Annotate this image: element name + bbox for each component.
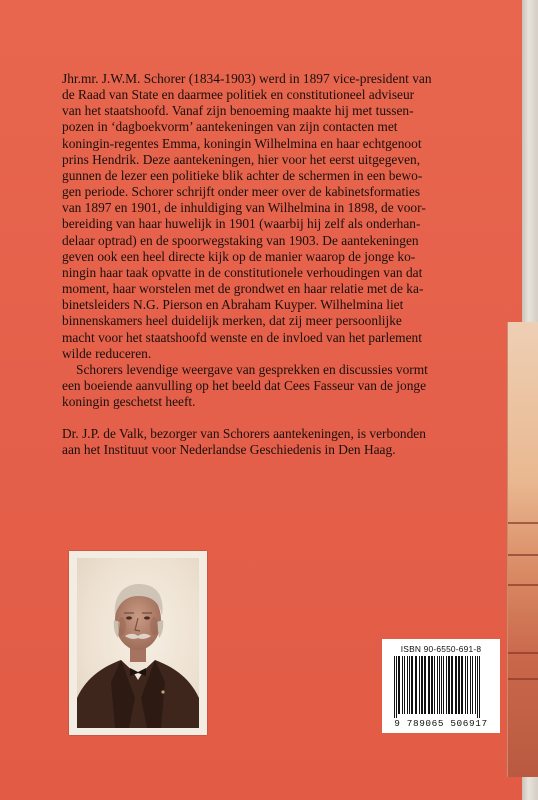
blurb-line: gen periode. Schorer schrijft onder meer over de kabinetsformaties: [62, 184, 421, 200]
blurb-line: binnenskamers heel duidelijk merken, dat zij meer persoonlijke: [62, 313, 402, 329]
barcode-bar: [477, 656, 478, 718]
barcode-bar: [475, 656, 476, 714]
blurb-paragraph-1: [62, 71, 454, 362]
barcode-bar: [465, 656, 466, 714]
barcode-bar: [398, 656, 400, 714]
blurb-line: van het staatshoofd. Vanaf zijn benoeming maakte hij met tussen-: [62, 103, 414, 119]
blurb-line: Dr. J.P. de Valk, bezorger van Schorers aantekeningen, is verbonden: [62, 426, 426, 442]
barcode-bar: [446, 656, 447, 714]
blurb-line: koningin geschetst heeft.: [62, 394, 196, 410]
blurb-line: Schorers levendige weergave van gesprekken en discussies vormt: [76, 361, 428, 377]
barcode-bar: [431, 656, 433, 714]
barcode-bar: [396, 656, 397, 718]
blurb-line: Jhr.mr. J.W.M. Schorer (1834-1903) werd in 1897 vice-president van: [62, 71, 432, 86]
blurb-line: moment, haar worstelen met de grondwet en haar relatie met de ka-: [62, 281, 424, 297]
barcode-bar: [404, 656, 405, 714]
barcode-bar: [402, 656, 403, 714]
portrait-photo: [77, 558, 199, 728]
blurb-line: ningin haar taak opvatte in de constitutionele verhoudingen van dat: [62, 264, 423, 280]
blurb-line: binetsleiders N.G. Pierson en Abraham Kuyper. Wilhelmina liet: [62, 297, 404, 313]
barcode-bar: [439, 656, 440, 714]
portrait-man-illustration: [77, 558, 199, 728]
barcode-icon: [391, 656, 491, 718]
barcode-bar: [411, 656, 413, 714]
portrait-photo-frame: [69, 551, 207, 735]
barcode-bar: [409, 656, 410, 714]
barcode-bar: [421, 656, 423, 714]
barcode-bar: [448, 656, 450, 714]
barcode-bar: [407, 656, 408, 714]
blurb-line: een boeiende aanvulling op het beeld dat Cees Fasseur van de jonge: [62, 377, 427, 393]
barcode-bar: [434, 656, 435, 714]
blurb-line: de Raad van State en daarmee politiek en constitutioneel adviseur: [62, 87, 415, 103]
barcode-bar: [428, 656, 430, 714]
barcode-bar: [451, 656, 453, 714]
blurb-line: delaar optrad) en de spoorwegstaking van 1903. De aantekeningen: [62, 232, 419, 248]
barcode-bar: [415, 656, 417, 714]
barcode-bar: [479, 656, 480, 718]
blurb-line: macht voor het staatshoofd wenste en de invloed van het parlement: [62, 329, 422, 345]
barcode-box: [382, 639, 500, 733]
blurb-line: bereiding van haar huwelijk in 1901 (waarbij hij zelf als onderhan-: [62, 216, 421, 232]
barcode-bar: [472, 656, 473, 714]
blurb-line: geven ook een heel directe kijk op de manier waarop de jonge ko-: [62, 248, 416, 264]
ean-number: 9 789065 506917: [394, 718, 488, 729]
blurb-line: wilde reduceren.: [62, 345, 152, 361]
barcode-bar: [437, 656, 438, 714]
blurb-paragraph-2: [62, 362, 454, 410]
blurb-line: van 1897 en 1901, de inhuldiging van Wilhelmina in 1898, de voor-: [62, 200, 426, 216]
barcode-bar: [470, 656, 471, 714]
barcode-bar: [458, 656, 460, 714]
blurb-line: aan het Instituut voor Nederlandse Geschiedenis in Den Haag.: [62, 442, 396, 458]
barcode-bar: [461, 656, 463, 714]
barcode-bar: [419, 656, 420, 714]
barcode-bar: [394, 656, 395, 718]
blurb-line: koningin-regentes Emma, koningin Wilhelmina en haar echtgenoot: [62, 135, 422, 151]
blurb-paragraph-3: [62, 426, 454, 458]
blurb-text: [62, 71, 454, 459]
barcode-bar: [443, 656, 444, 714]
barcode-bar: [424, 656, 426, 714]
barcode-bar: [467, 656, 468, 714]
blurb-line: pozen in ‘dagboekvorm’ aantekeningen van zijn contacten met: [62, 119, 398, 135]
barcode-bar: [441, 656, 442, 714]
inner-page-illustration: [507, 322, 538, 777]
blurb-line: prins Hendrik. Deze aantekeningen, hier voor het eerst uitgegeven,: [62, 151, 421, 167]
blurb-line: gunnen de lezer een politieke blik achter de schermen in een bewo-: [62, 167, 423, 183]
barcode-bar: [455, 656, 457, 714]
isbn-label: ISBN 90-6550-691-8: [400, 644, 482, 654]
